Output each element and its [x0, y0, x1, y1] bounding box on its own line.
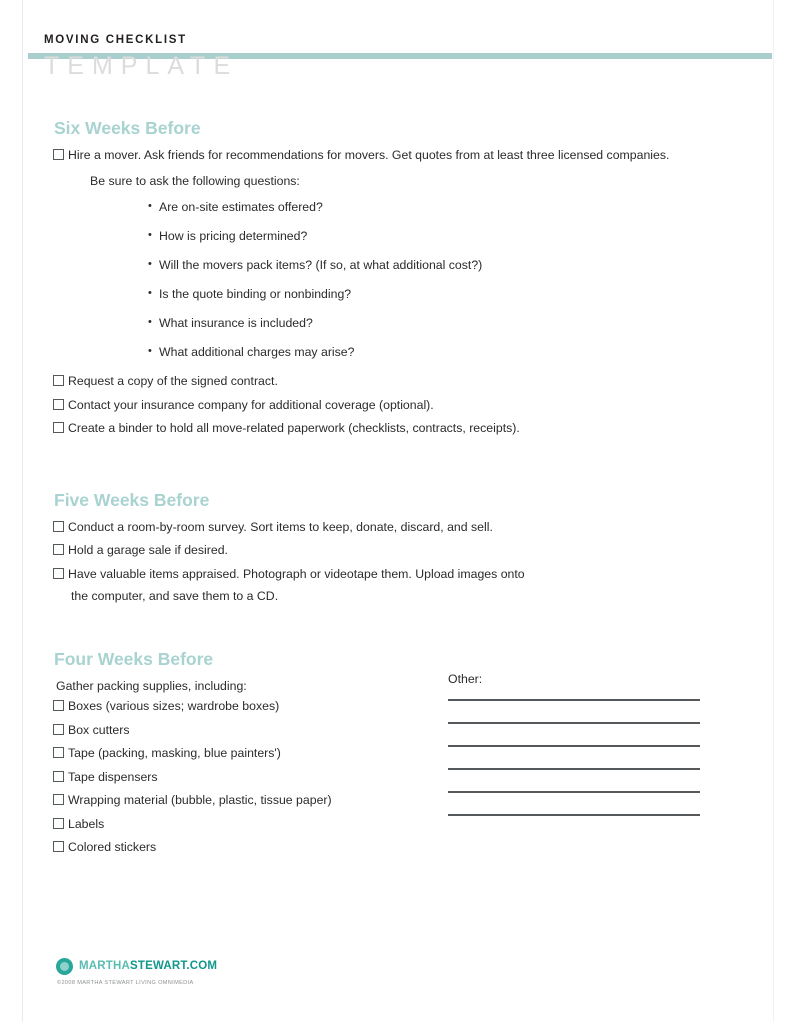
- check-item-label: Tape (packing, masking, blue painters'): [68, 746, 281, 760]
- other-label: Other:: [448, 672, 483, 686]
- packing-supplies-lead: Gather packing supplies, including:: [56, 679, 247, 693]
- checkbox-icon[interactable]: [53, 700, 64, 711]
- check-item[interactable]: [44, 373, 744, 389]
- flower-badge-icon: [56, 958, 73, 975]
- section-four-weeks-before: [44, 649, 744, 855]
- check-item[interactable]: [44, 420, 744, 436]
- check-item-label: Contact your insurance company for additional coverage (optional).: [68, 397, 434, 412]
- blank-write-line[interactable]: [448, 791, 700, 793]
- check-item-label: Conduct a room-by-room survey. Sort items to keep, donate, discard, and sell.: [68, 519, 493, 534]
- page-right-edge-rule: [773, 0, 774, 1022]
- checkbox-icon[interactable]: [53, 568, 64, 579]
- checkbox-icon[interactable]: [53, 399, 64, 410]
- check-item-label: Request a copy of the signed contract.: [68, 374, 278, 388]
- check-item[interactable]: [44, 566, 744, 604]
- section-spacer: [44, 611, 744, 649]
- blank-write-line[interactable]: [448, 722, 700, 724]
- check-item[interactable]: [44, 519, 744, 535]
- checklist-five-weeks: [44, 519, 744, 604]
- check-item[interactable]: [44, 147, 744, 163]
- check-item[interactable]: [44, 769, 444, 785]
- copyright-text: ©2008 MARTHA STEWART LIVING OMNIMEDIA: [57, 980, 194, 986]
- check-item-label: Labels: [68, 816, 105, 831]
- checkbox-icon[interactable]: [53, 149, 64, 160]
- check-item[interactable]: [44, 542, 744, 558]
- checklist-four-weeks: [44, 698, 444, 855]
- check-item[interactable]: [44, 792, 444, 808]
- check-item[interactable]: [44, 397, 744, 413]
- checklist-six-weeks-tail: [44, 373, 744, 436]
- section-title: Six Weeks Before: [54, 118, 201, 138]
- checkbox-icon[interactable]: [53, 422, 64, 433]
- list-item: • What additional charges may arise?: [148, 344, 744, 360]
- check-item[interactable]: [44, 816, 444, 832]
- section-six-weeks-before: [44, 118, 744, 436]
- question-bullet-list: [148, 199, 744, 360]
- blank-write-line[interactable]: [448, 699, 700, 701]
- check-item[interactable]: [44, 722, 444, 738]
- blank-write-line[interactable]: [448, 814, 700, 816]
- checklist-content: [44, 118, 744, 863]
- brand-wordmark-light: MARTHA: [79, 960, 131, 972]
- section-title: Five Weeks Before: [54, 489, 210, 510]
- checkbox-icon[interactable]: [53, 521, 64, 532]
- checkbox-icon[interactable]: [53, 544, 64, 555]
- document-footer: [56, 958, 416, 987]
- check-item[interactable]: [44, 698, 444, 714]
- check-item[interactable]: [44, 745, 444, 761]
- checkbox-icon[interactable]: [53, 724, 64, 735]
- document-kicker: MOVING CHECKLIST: [44, 34, 187, 46]
- check-item-label: Tape dispensers: [68, 769, 158, 784]
- checklist-six-weeks: [44, 147, 744, 163]
- check-item-label: Boxes (various sizes; wardrobe boxes): [68, 699, 280, 713]
- list-item: • How is pricing determined?: [148, 228, 744, 244]
- checkbox-icon[interactable]: [53, 747, 64, 758]
- packing-supplies-column: [44, 678, 444, 855]
- document-header: [28, 34, 772, 80]
- list-item: • Are on-site estimates offered?: [148, 199, 744, 215]
- other-notes-block: [448, 671, 704, 837]
- section-title: Four Weeks Before: [54, 649, 214, 669]
- checkbox-icon[interactable]: [53, 841, 64, 852]
- check-item-label: Hold a garage sale if desired.: [68, 543, 228, 557]
- checkbox-icon[interactable]: [53, 794, 64, 805]
- blank-write-line[interactable]: [448, 768, 700, 770]
- checkbox-icon[interactable]: [53, 771, 64, 782]
- template-watermark: TEMPLATE: [44, 52, 239, 80]
- section-spacer: [44, 444, 744, 490]
- check-item-label: Colored stickers: [68, 840, 157, 854]
- check-item[interactable]: [44, 839, 444, 855]
- blank-write-line[interactable]: [448, 745, 700, 747]
- page-left-edge-rule: [22, 0, 23, 1022]
- list-item: • What insurance is included?: [148, 315, 744, 331]
- check-item-continuation: the computer, and save them to a CD.: [71, 588, 279, 603]
- check-item-label: Wrapping material (bubble, plastic, tissue paper): [68, 793, 332, 807]
- check-item-label: Hire a mover. Ask friends for recommendations for movers. Get quotes from at least three licensed companies.: [68, 148, 670, 162]
- brand-wordmark-bold: STEWART.COM: [130, 960, 218, 972]
- list-item: • Is the quote binding or nonbinding?: [148, 286, 744, 302]
- check-item-label: Create a binder to hold all move-related paperwork (checklists, contracts, receipts).: [68, 421, 520, 435]
- check-item-label: Box cutters: [68, 722, 130, 737]
- check-item-label: Have valuable items appraised. Photograph or videotape them. Upload images onto: [68, 566, 525, 581]
- brand-wordmark: [79, 960, 217, 973]
- brand-logo: [56, 958, 416, 975]
- list-item: • Will the movers pack items? (If so, at what additional cost?): [148, 257, 744, 273]
- checkbox-icon[interactable]: [53, 818, 64, 829]
- section-five-weeks-before: [44, 490, 744, 604]
- checkbox-icon[interactable]: [53, 375, 64, 386]
- questions-note: Be sure to ask the following questions:: [90, 174, 300, 188]
